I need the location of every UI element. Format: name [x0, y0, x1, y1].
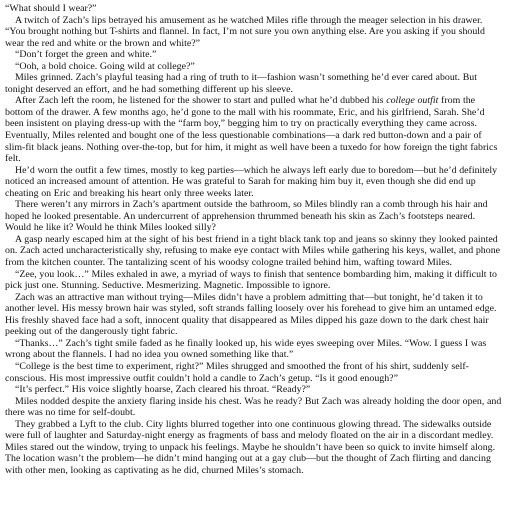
- paragraph-text: “Ooh, a bold choice. Going wild at college?”: [15, 60, 195, 72]
- paragraph: [5, 95, 503, 164]
- paragraph: [5, 384, 503, 396]
- paragraph-text: Miles nodded despite the anxiety flaring inside his chest. Was he ready? But Zach was already holding the door open, and there was no time for self-doubt.: [5, 395, 502, 419]
- paragraph-text: “College is the best time to experiment, right?” Miles shrugged and smoothed the front of his shirt, suddenly self-conscious. His most impressive outfit couldn’t hold a candle to Zach’s getup. “Is it good enough?”: [5, 360, 469, 384]
- paragraph-text: “It’s perfect.” His voice slightly hoarse, Zach cleared his throat. “Ready?”: [15, 384, 311, 396]
- paragraph-text: “Don’t forget the green and white.”: [15, 49, 157, 61]
- italic-phrase: college outfit: [386, 95, 439, 107]
- paragraph: [5, 292, 503, 338]
- paragraph: [5, 419, 503, 477]
- paragraph-text: There weren’t any mirrors in Zach’s apartment outside the bathroom, so Miles blindly ran a comb through his hair and hoped he looked presentable. An undercurrent of apprehension thrummed beneath his skin as Zach’s footsteps neared. Would he like it? Would he think Miles looked silly?: [5, 199, 488, 234]
- paragraph-text: “Zee, you look…” Miles exhaled in awe, a myriad of ways to finish that sentence bombarding him, making it difficult to pick just one. Stunning. Seductive. Mesmerizing. Magnetic. Impossible to ignore.: [5, 268, 497, 292]
- paragraph: [5, 234, 503, 269]
- paragraph-text: Zach was an attractive man without trying—Miles didn’t have a problem admitting that—but tonight, he’d taken it to another level. His messy brown hair was styled, soft strands falling loosely over his forehead to give him an untamed edge. His freshly shaved face had a soft, innocent quality that disappeared as Miles dipped his gaze down to the dark chest hair peeking out of the dangerously tight fabric.: [5, 291, 497, 338]
- paragraph: [5, 199, 503, 234]
- paragraph: [5, 61, 503, 73]
- paragraph-text: “Thanks…” Zach’s tight smile faded as he finally looked up, his wide eyes sweeping over Miles. “Wow. I guess I was wrong about the flannels. I had no idea you owned something like that.”: [5, 337, 487, 361]
- paragraph: [5, 361, 503, 384]
- paragraph: [5, 72, 503, 95]
- paragraph: [5, 3, 503, 15]
- paragraph: [5, 15, 503, 50]
- paragraph: [5, 165, 503, 200]
- paragraph: [5, 338, 503, 361]
- paragraph-text: A gasp nearly escaped him at the sight of his best friend in a tight black tank top and jeans so skinny they looked painted on. Zach acted uncharacteristically shy, refusing to make eye contact with Miles while gathering his keys, wallet, and phone from the kitchen counter. The tantalizing scent of his woodsy cologne trailed behind him, wafting toward Miles.: [5, 233, 501, 269]
- paragraph: [5, 269, 503, 292]
- paragraph-text: from the bottom of the drawer. A few months ago, he’d gone to the mall with his roommate, Eric, and his girlfriend, Sarah. She’d been insistent on playing dress-up with the “farm boy,” begging him to try on practically everything they came across. Eventually, Miles relented and bought one of the less questionable combinations—a dark red button-down and a pair of slim-fit black jeans. Nothing over-the-top, but for him, it might as well have been a tuxedo for how foreign the tight fabrics felt.: [5, 95, 498, 165]
- paragraph-text: They grabbed a Lyft to the club. City lights blurred together into one continuous glowing thread. The sidewalks outside were full of laughter and Saturday-night energy as fragments of bass and melody floated on the air in a discordant medley. Miles stared out the window, trying to unpack his feelings. Maybe he shouldn’t have been so quick to invite himself along. The location wasn’t the problem—he didn’t mind hanging out at a gay club—but the thought of Zach flirting and dancing with other men, looking as captivating as he did, churned Miles’s stomach.: [5, 418, 496, 476]
- paragraph-text: “What should I wear?”: [5, 3, 97, 14]
- paragraph-text: He’d worn the outfit a few times, mostly to keg parties—which he always left early due to boredom—but he’d definitely noticed an increased amount of attention. He was grateful to Sarah for making him buy it, even though she did end up cheating on Eric and breaking his heart only three weeks later.: [5, 164, 498, 199]
- paragraph-text: Miles grinned. Zach’s playful teasing had a ring of truth to it—fashion wasn’t something he’d ever cared about. But tonight deserved an effort, and he had something different up his sleeve.: [5, 72, 477, 95]
- paragraph: [5, 49, 503, 61]
- paragraph-text: After Zach left the room, he listened for the shower to start and pulled what he’d dubbed his: [15, 95, 387, 107]
- paragraph: [5, 396, 503, 419]
- paragraph-text: A twitch of Zach’s lips betrayed his amusement as he watched Miles rifle through the meager selection in his drawer. “You brought nothing but T-shirts and flannel. In fact, I’m not sure you own anything else. Are you asking if you should wear the red and white or the brown and white?”: [5, 14, 485, 49]
